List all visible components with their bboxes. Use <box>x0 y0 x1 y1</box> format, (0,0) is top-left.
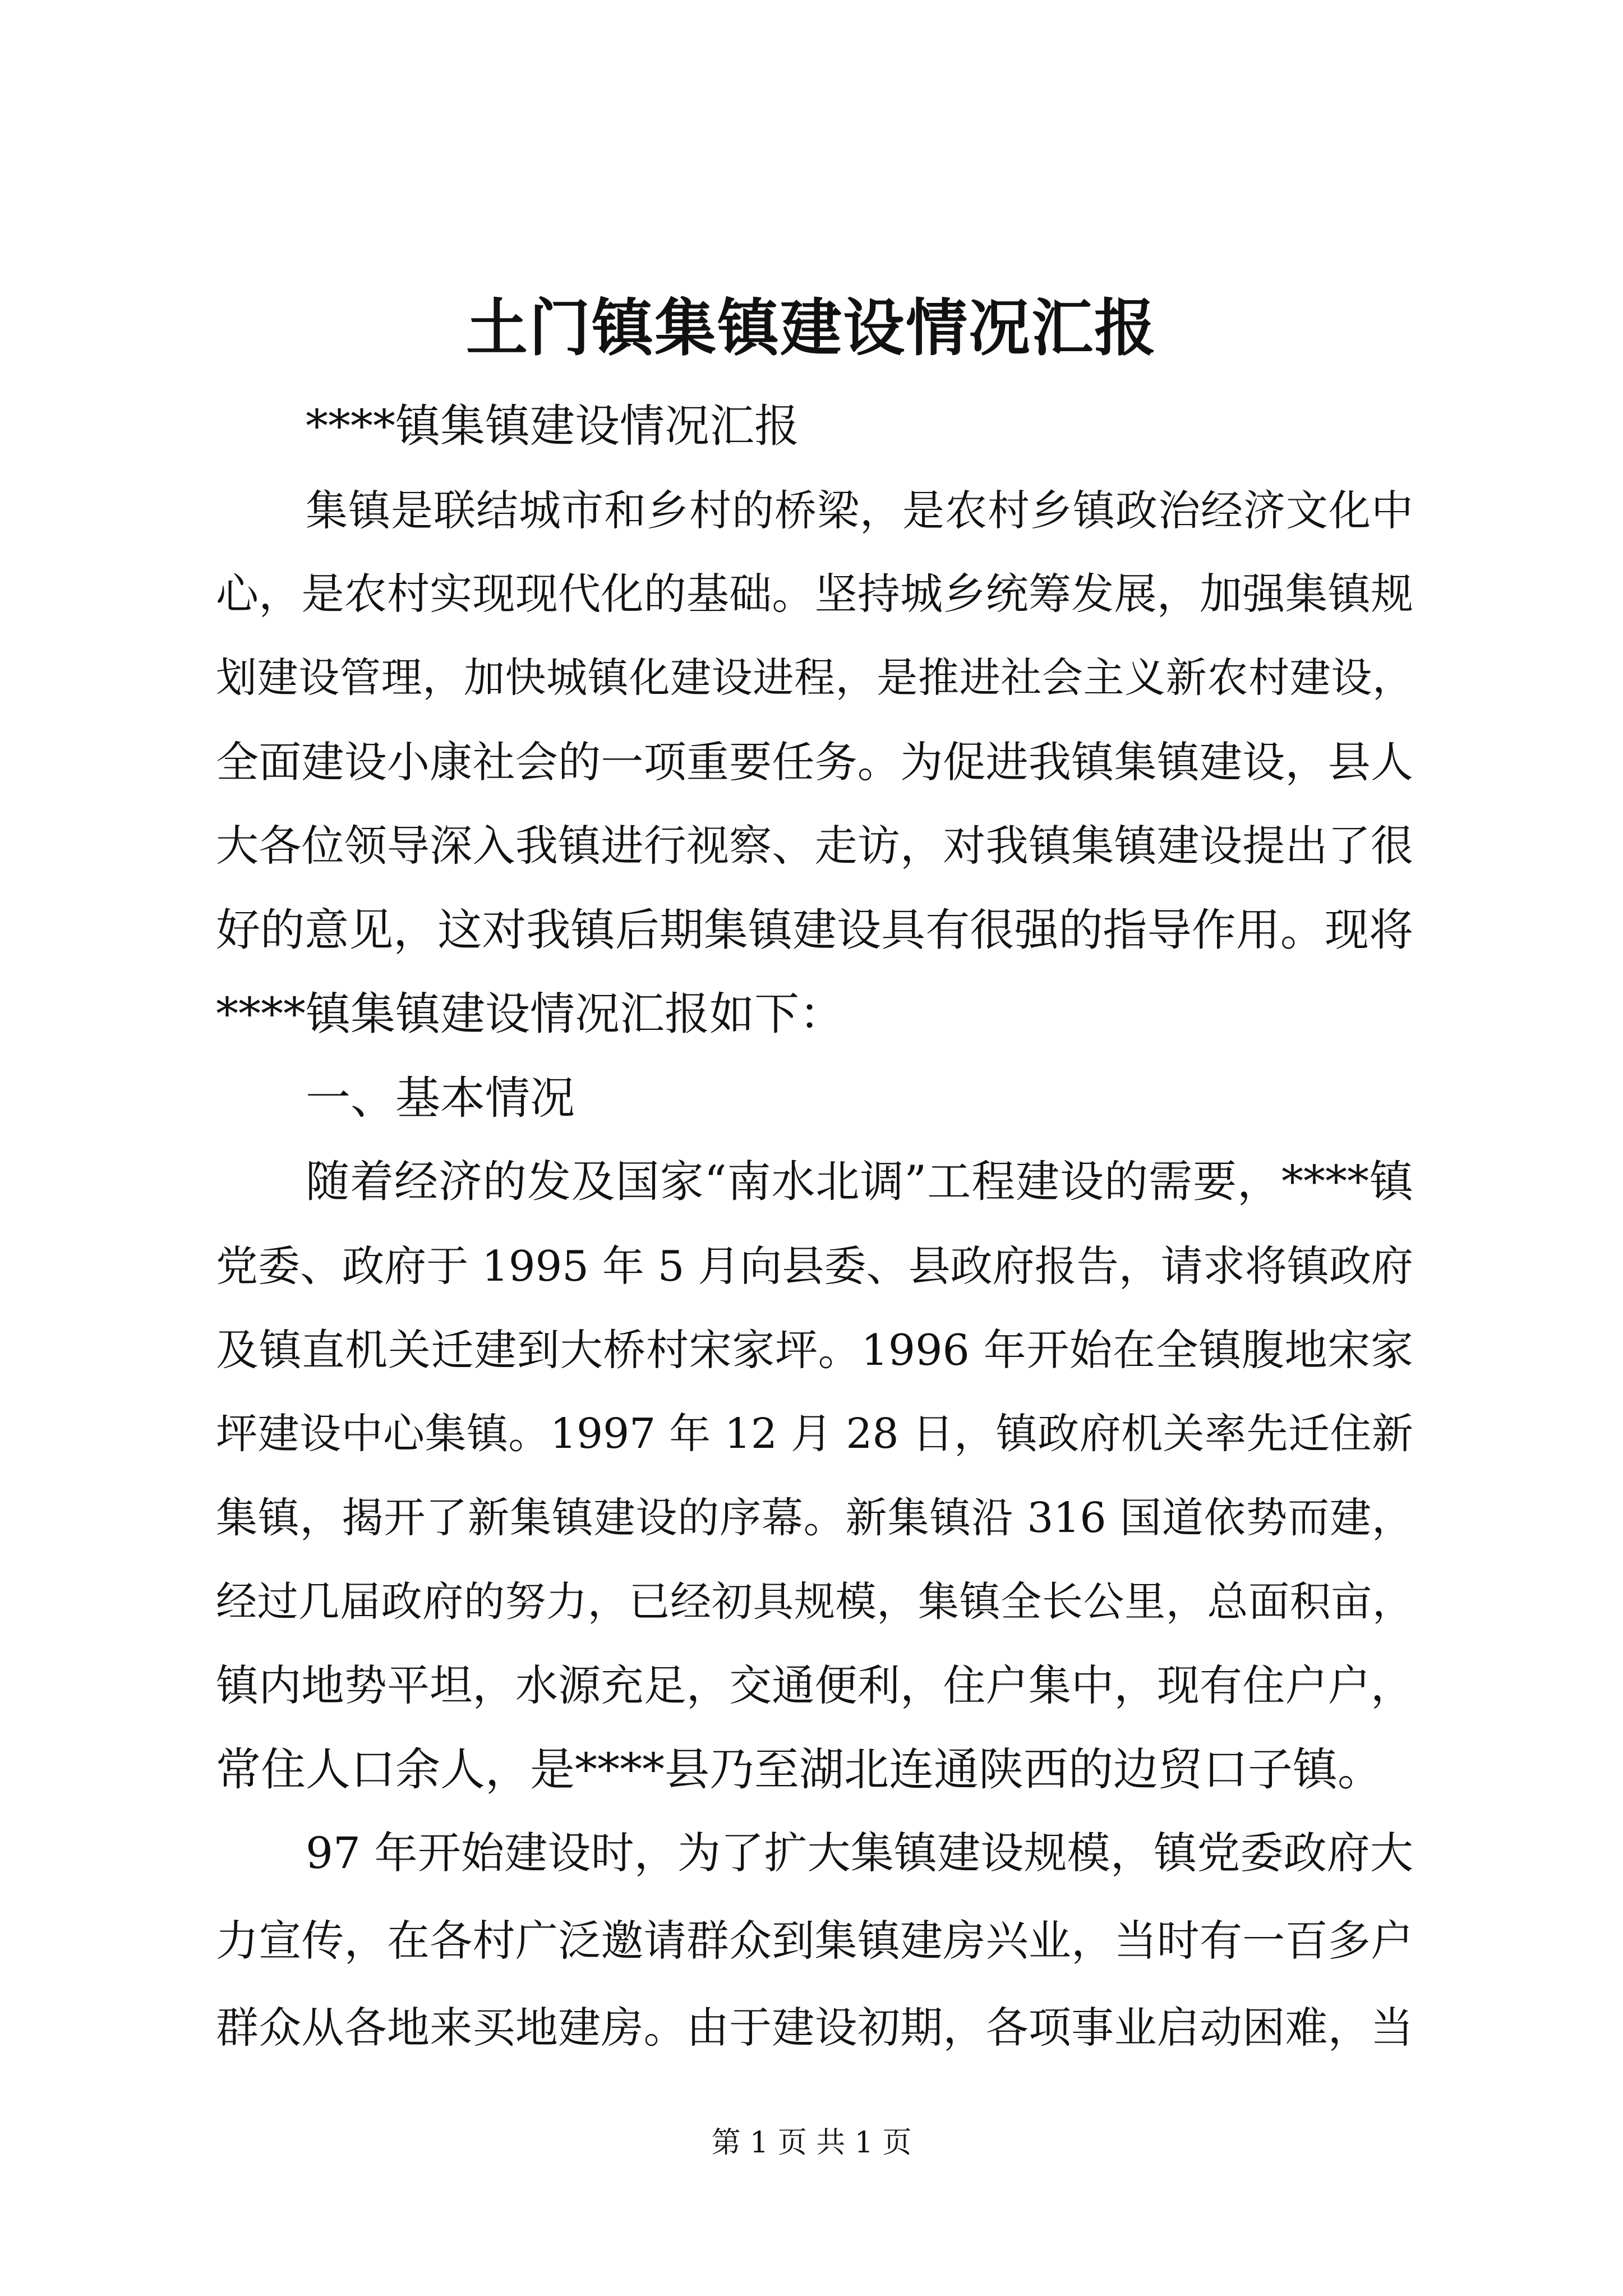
body-line: 心，是农村实现现代化的基础。坚持城乡统筹发展，加强集镇规 <box>216 569 1413 619</box>
body-line: 集镇是联结城市和乡村的桥梁，是农村乡镇政治经济文化中 <box>306 486 1413 535</box>
body-line: 群众从各地来买地建房。由于建设初期，各项事业启动困难，当 <box>216 2003 1413 2053</box>
body-line: 坪建设中心集镇。1997 年 12 月 28 日，镇政府机关率先迁住新 <box>216 1410 1413 1458</box>
body-line: 镇内地势平坦，水源充足，交通便利，住户集中，现有住户户， <box>216 1660 1413 1710</box>
document-title: 土门镇集镇建设情况汇报 <box>466 292 1157 364</box>
body-line: 常住人口余人，是****县乃至湖北连通陕西的边贸口子镇。 <box>216 1743 1382 1796</box>
page-footer: 第 1 页 共 1 页 <box>711 2126 912 2160</box>
body-line: 好的意见，这对我镇后期集镇建设具有很强的指导作用。现将 <box>216 904 1413 956</box>
body-line: ****镇集镇建设情况汇报 <box>306 400 799 452</box>
body-line: 97 年开始建设时，为了扩大集镇建设规模，镇党委政府大 <box>306 1829 1413 1879</box>
body-line: 全面建设小康社会的一项重要任务。为促进我镇集镇建设，县人 <box>216 737 1413 787</box>
body-line: 随着经济的发及国家“南水北调”工程建设的需要，****镇 <box>306 1157 1413 1207</box>
section-heading: 一、基本情况 <box>306 1072 575 1124</box>
body-line: 党委、政府于 1995 年 5 月向县委、县政府报告，请求将镇政府 <box>216 1241 1413 1291</box>
body-line: ****镇集镇建设情况汇报如下： <box>216 988 844 1040</box>
body-line: 集镇，揭开了新集镇建设的序幕。新集镇沿 316 国道依势而建， <box>216 1494 1413 1542</box>
body-line: 及镇直机关迁建到大桥村宋家坪。1996 年开始在全镇腹地宋家 <box>216 1325 1413 1375</box>
body-line: 划建设管理，加快城镇化建设进程，是推进社会主义新农村建设， <box>216 654 1413 702</box>
body-line: 经过几届政府的努力，已经初具规模，集镇全长公里，总面积亩， <box>216 1578 1413 1626</box>
body-line: 大各位领导深入我镇进行视察、走访，对我镇集镇建设提出了很 <box>216 821 1413 871</box>
body-line: 力宣传，在各村广泛邀请群众到集镇建房兴业，当时有一百多户 <box>216 1916 1413 1966</box>
